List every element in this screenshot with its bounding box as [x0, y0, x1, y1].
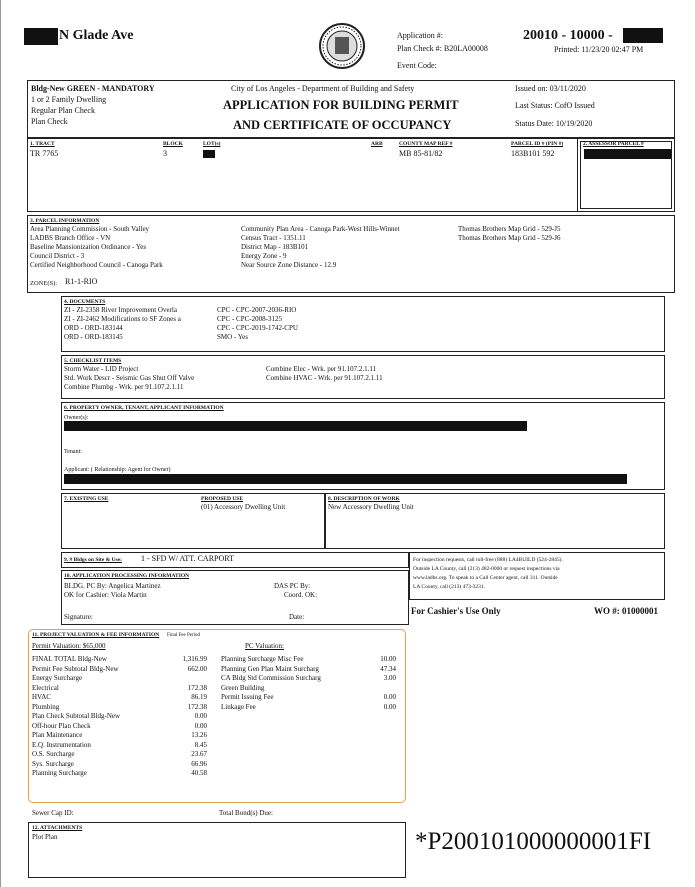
- fee-row: [32, 722, 207, 732]
- checklist-item: Storm Water - LID Project: [64, 365, 139, 373]
- block-label: BLOCK: [163, 141, 183, 147]
- bldg-pc-by: BLDG. PC By: Angelica Martinez: [64, 582, 161, 590]
- bldgs-value: 1 - SFD W/ ATT. CARPORT: [141, 554, 235, 563]
- fee-row: [32, 760, 207, 770]
- barcode-number: *P200101000000001FI: [415, 828, 652, 855]
- document-item: CPC - CPC-2008-3125: [217, 315, 282, 323]
- fee-row: [32, 665, 207, 675]
- inspection-line: For inspection requests, call toll-free (888) LA4BUILD (524-2845).: [413, 557, 563, 563]
- coord-ok: Coord. OK:: [284, 591, 318, 599]
- document-item: ORD - ORD-183145: [64, 333, 123, 341]
- redacted-app-suffix: [623, 28, 663, 43]
- fee-value: 0.00: [383, 702, 396, 711]
- checklist-col-a: [64, 365, 194, 392]
- fee-label: Permit Fee Subtotal Bldg-New: [32, 664, 119, 673]
- fee-label: Plan Check Subtotal Bldg-New: [32, 712, 121, 720]
- last-status: Last Status: CofO Issued: [515, 101, 595, 110]
- fee-value: 1,316.99: [182, 655, 207, 663]
- fee-value: 66.96: [191, 759, 207, 768]
- work-order-number: WO #: 01000001: [594, 606, 658, 616]
- checklist-col-b: [266, 365, 383, 383]
- checklist-item: Combine Plumbg - Wrk. per 91.107.2.1.11: [64, 383, 184, 391]
- fee-value: 8.45: [194, 740, 207, 749]
- parcel-info-item: Near Source Zone Distance - 12.9: [241, 261, 337, 269]
- fee-label: Planning Gen Plan Maint Surcharg: [221, 664, 319, 673]
- inspection-line: Outside LA County, call (213) 482-0000 or request inspections via: [413, 566, 560, 572]
- event-code: Event Code:: [397, 61, 437, 70]
- fee-value: 0.00: [383, 693, 396, 701]
- date-label: Date:: [289, 613, 305, 621]
- fee-value: 0.00: [194, 712, 207, 720]
- attachments-box: [28, 822, 406, 878]
- permit-valuation: Permit Valuation: $65,000: [32, 642, 106, 650]
- proposed-use-label: PROPOSED USE: [201, 496, 244, 502]
- fee-value: [356, 684, 396, 694]
- documents-col-a: [64, 306, 181, 342]
- checklist-item: Combine Elec - Wrk. per 91.107.2.1.11: [266, 365, 377, 373]
- fee-value: 10.00: [380, 655, 396, 663]
- zones-label: ZONE(S):: [30, 280, 58, 287]
- fee-row: [221, 665, 396, 675]
- zones-value: R1-1-RIO: [65, 277, 98, 286]
- fee-value: 23.67: [191, 750, 207, 758]
- block-value: 3: [163, 149, 167, 158]
- redacted-lot: [203, 150, 215, 158]
- fee-row: [221, 703, 396, 713]
- description-label: 8. DESCRIPTION OF WORK: [328, 496, 400, 502]
- parcel-info-col1: [30, 225, 163, 270]
- document-item: CPC - CPC-2007-2036-RIO: [217, 306, 297, 314]
- apn-label: 2. ASSESSOR PARCEL #: [583, 141, 644, 147]
- inspection-line: www.ladbs.org. To speak to a Call Center agent, call 311. Outside: [413, 575, 558, 581]
- pc-valuation: PC Valuation:: [245, 642, 284, 650]
- fee-label: Plan Maintenance: [32, 731, 83, 739]
- pin-value: 183B101 592: [511, 149, 555, 158]
- proposed-use-value: (01) Accessory Dwelling Unit: [201, 503, 286, 511]
- description-value: New Accessory Dwelling Unit: [328, 503, 414, 511]
- parcel-info-col3: [458, 225, 560, 243]
- fee-row: [221, 684, 396, 694]
- fees-right-list: [221, 655, 396, 712]
- parcel-info-header: 3. PARCEL INFORMATION: [30, 218, 100, 224]
- document-item: ORD - ORD-183144: [64, 324, 123, 332]
- fee-label: Off-hour Plan Check: [32, 721, 91, 730]
- property-address: N Glade Ave: [59, 28, 134, 43]
- tract-value: TR 7765: [30, 149, 59, 158]
- fee-label: E.Q. Instrumentation: [32, 740, 91, 749]
- parcel-info-item: District Map - 183B101: [241, 243, 309, 251]
- document-item: ZI - ZI-2358 River Improvement Overla: [64, 306, 177, 314]
- pin-label: PARCEL ID # (PIN #): [511, 141, 564, 147]
- sewer-cap-id: Sewer Cap ID:: [32, 809, 74, 817]
- fee-row: [221, 655, 396, 665]
- inspection-line: LA County, call (213) 473-3231.: [413, 584, 486, 590]
- redacted-address-number: [24, 28, 58, 45]
- title-line2: AND CERTIFICATE OF OCCUPANCY: [233, 118, 452, 132]
- application-number: 20010 - 10000 -: [523, 28, 613, 43]
- fee-row: [221, 674, 396, 684]
- document-item: ZI - ZI-2462 Modifications to SF Zones a: [64, 315, 181, 323]
- fee-value: 172.38: [187, 683, 207, 692]
- existing-use-label: 7. EXISTING USE: [64, 496, 109, 502]
- tract-label: 1. TRACT: [30, 141, 55, 147]
- county-map-label: COUNTY MAP REF #: [399, 141, 453, 147]
- documents-col-b: [217, 306, 298, 342]
- redacted-owner: [64, 421, 527, 431]
- fee-row: [32, 750, 207, 760]
- parcel-info-item: Census Tract - 1351.11: [241, 234, 306, 242]
- fee-label: Permit Issuing Fee: [221, 693, 274, 701]
- permit-type-line3: Regular Plan Check: [31, 106, 95, 115]
- owner-header: 6. PROPERTY OWNER, TENANT, APPLICANT INFORMATION: [64, 405, 224, 411]
- fee-value: 172.38: [187, 702, 207, 711]
- fee-label: Sys. Surcharge: [32, 759, 74, 768]
- signature-label: Signature:: [64, 613, 93, 621]
- fee-row: [32, 693, 207, 703]
- fee-label: CA Bldg Std Commission Surcharg: [221, 674, 321, 682]
- document-item: CPC - CPC-2019-1742-CPU: [217, 324, 298, 332]
- fee-row: [32, 712, 207, 722]
- cashier-use-only: For Cashier's Use Only: [411, 606, 501, 616]
- redacted-apn: [584, 149, 671, 159]
- parcel-info-item: Certified Neighborhood Council - Canoga Park: [30, 261, 163, 269]
- parcel-info-item: Council District - 3: [30, 252, 85, 260]
- owner-label: Owner(s):: [64, 415, 89, 421]
- printed-date: Printed: 11/23/20 02:47 PM: [554, 45, 644, 54]
- document-item: SMO - Yes: [217, 333, 248, 341]
- redacted-applicant: [64, 474, 627, 484]
- parcel-info-item: LADBS Branch Office - VN: [30, 234, 111, 242]
- status-date: Status Date: 10/19/2020: [515, 119, 593, 128]
- permit-type-line2: 1 or 2 Family Dwelling: [31, 95, 107, 104]
- das-pc-by: DAS PC By:: [274, 582, 311, 590]
- fee-row: [32, 741, 207, 751]
- permit-type-line4: Plan Check: [31, 117, 68, 126]
- fee-value: 40.58: [191, 769, 207, 777]
- fee-label: Plumbing: [32, 702, 60, 711]
- fee-label: FINAL TOTAL Bldg-New: [32, 655, 107, 663]
- fee-row: [32, 731, 207, 741]
- parcel-info-item: Community Plan Area - Canoga Park-West Hills-Winnet: [241, 225, 400, 233]
- parcel-info-item: Thomas Brothers Map Grid - 529-J5: [458, 225, 561, 233]
- fee-value: 3.00: [383, 674, 396, 682]
- fee-value: 662.00: [187, 664, 207, 673]
- divider: [577, 138, 578, 212]
- ok-for-cashier: OK for Cashier: Viola Martin: [64, 591, 147, 599]
- attachments-header: 12. ATTACHMENTS: [32, 825, 83, 831]
- arb-label: ARB: [371, 141, 383, 147]
- applicant-label: Applicant: ( Relationship: Agent for Owner): [64, 467, 171, 473]
- fee-label: Green Building: [221, 683, 265, 692]
- fee-label: Energy Surcharge: [32, 674, 83, 682]
- city-seal-icon: [318, 22, 366, 70]
- fee-value: 47.34: [380, 664, 396, 673]
- checklist-item: Combine HVAC - Wrk. per 91.107.2.1.11: [266, 374, 383, 382]
- parcel-info-item: Thomas Brothers Map Grid - 529-J6: [458, 234, 561, 242]
- fee-label: Electrical: [32, 683, 59, 692]
- bldgs-label: 9. # Bldgs on Site & Use:: [64, 557, 122, 563]
- fees-header: 11. PROJECT VALUATION & FEE INFORMATION: [32, 632, 160, 638]
- department-name: City of Los Angeles - Department of Building and Safety: [231, 84, 415, 93]
- county-ref-value: MB 85-81/82: [399, 149, 443, 158]
- fee-row: [32, 674, 207, 684]
- inspection-info: [413, 556, 563, 592]
- fee-value: 86.19: [191, 693, 207, 701]
- fee-row: [32, 769, 207, 779]
- fee-row: [32, 684, 207, 694]
- fee-row: [221, 693, 396, 703]
- fee-value: 0.00: [194, 721, 207, 730]
- tenant-label: Tenant:: [64, 449, 82, 455]
- fee-row: [32, 703, 207, 713]
- parcel-info-col2: [241, 225, 400, 270]
- title-line1: APPLICATION FOR BUILDING PERMIT: [223, 98, 459, 112]
- fee-value: [167, 674, 207, 684]
- attachment-item: Plot Plan: [32, 833, 58, 841]
- issued-on: Issued on: 03/11/2020: [515, 84, 586, 93]
- fee-label: Planning Surcharge Misc Fee: [221, 655, 304, 663]
- fee-value: 13.26: [191, 731, 207, 739]
- final-fee-note: Final Fee Period: [167, 633, 201, 638]
- checklist-item: Std. Work Descr - Seismic Gas Shut Off Valve: [64, 374, 195, 382]
- fee-label: Linkage Fee: [221, 702, 256, 711]
- parcel-info-item: Energy Zone - 9: [241, 252, 287, 260]
- processing-header: 10. APPLICATION PROCESSING INFORMATION: [64, 573, 190, 579]
- total-bonds-due: Total Bond(s) Due:: [219, 809, 273, 817]
- fee-label: HVAC: [32, 693, 51, 701]
- fee-label: O.S. Surcharge: [32, 750, 75, 758]
- parcel-info-item: Area Planning Commission - South Valley: [30, 225, 150, 233]
- plan-check-number: Plan Check #: B20LA00008: [397, 44, 488, 53]
- fees-left-list: [32, 655, 207, 779]
- fee-row: [32, 655, 207, 665]
- application-number-label: Application #:: [397, 31, 443, 40]
- permit-type-line1: Bldg-New GREEN - MANDATORY: [31, 84, 155, 93]
- fee-label: Planning Surcharge: [32, 769, 87, 777]
- documents-header: 4. DOCUMENTS: [64, 299, 106, 305]
- lot-label: LOT(s): [203, 141, 221, 147]
- parcel-info-item: Baseline Mansionization Ordinance - Yes: [30, 243, 147, 251]
- checklist-header: 5. CHECKLIST ITEMS: [64, 358, 122, 364]
